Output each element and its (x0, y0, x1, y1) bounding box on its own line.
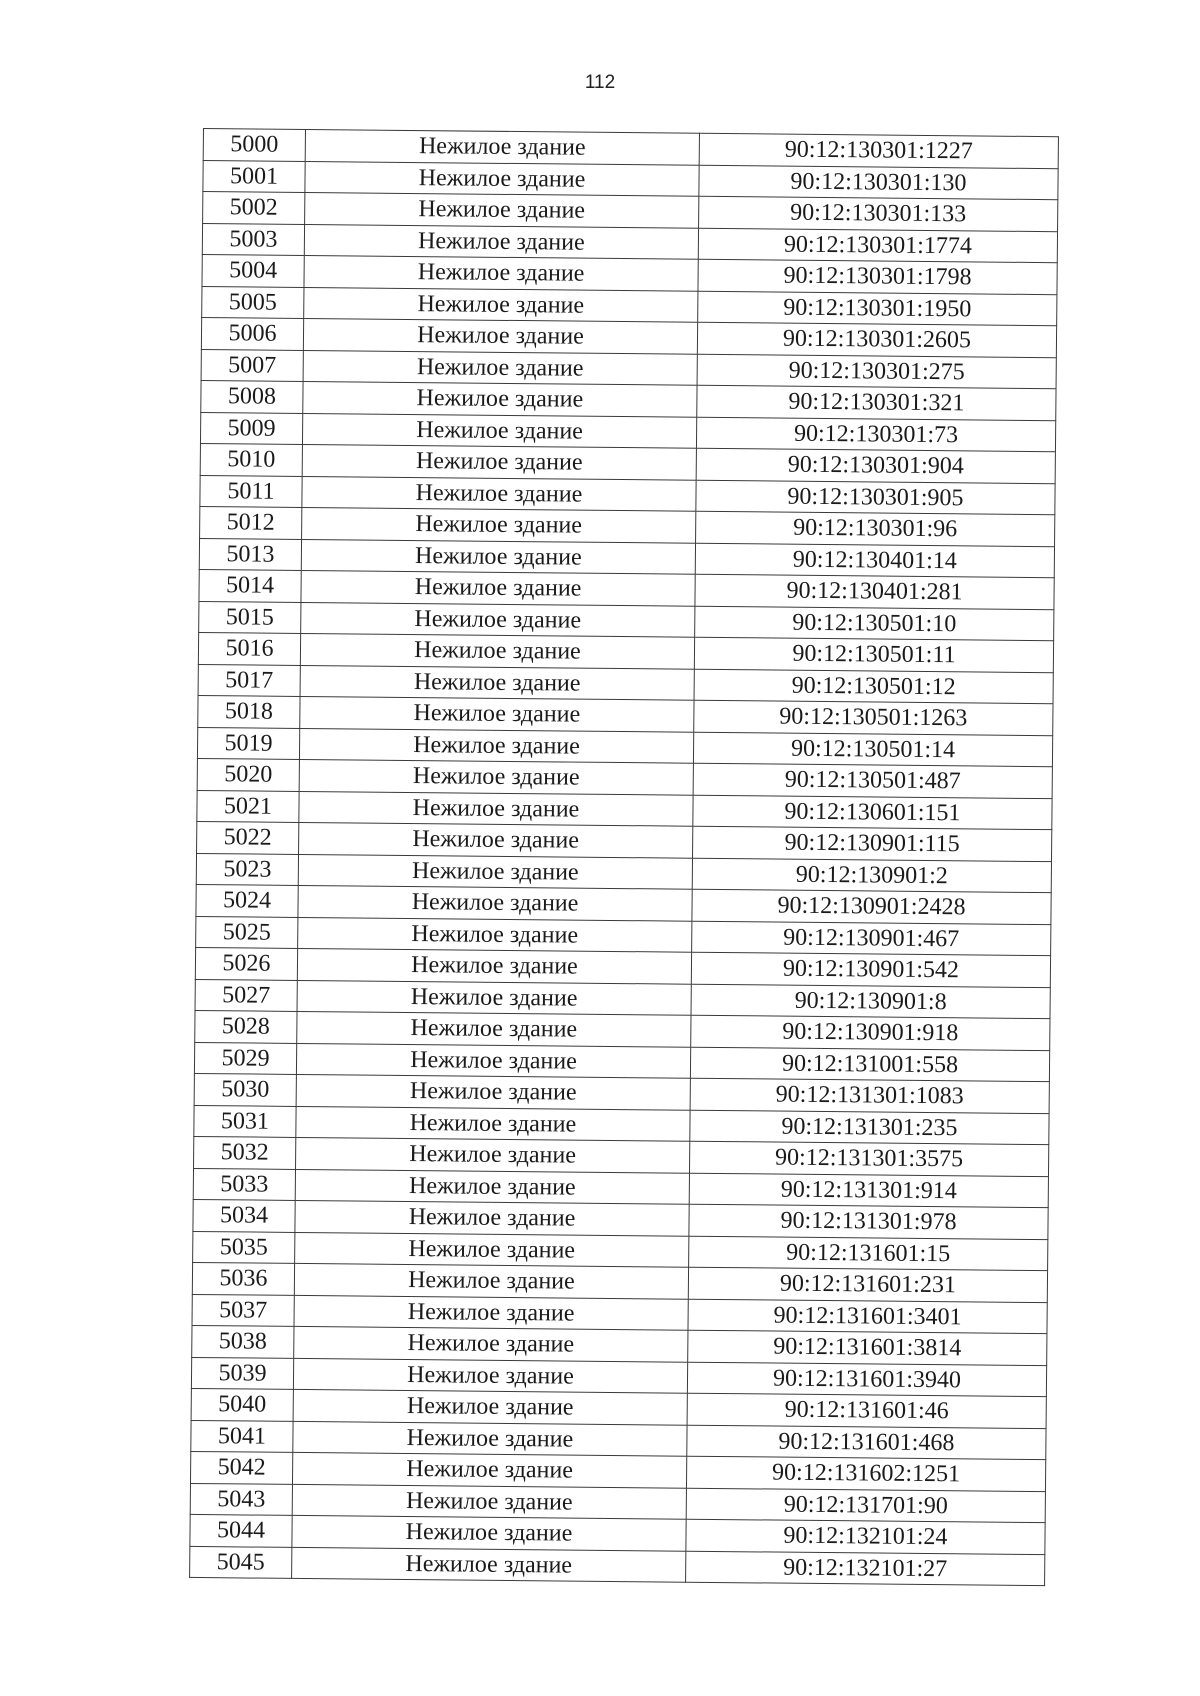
cadastral-number-cell: 90:12:130501:10 (695, 606, 1054, 641)
row-number-cell: 5042 (190, 1451, 292, 1483)
object-name-cell: Нежилое здание (300, 633, 694, 668)
cadastral-number-cell: 90:12:130301:1227 (699, 133, 1058, 168)
row-number-cell: 5025 (196, 916, 298, 948)
row-number-cell: 5032 (194, 1136, 296, 1168)
registry-table (189, 128, 1059, 1586)
row-number-cell: 5010 (200, 443, 302, 475)
object-name-cell: Нежилое здание (292, 1547, 686, 1582)
cadastral-number-cell: 90:12:130901:918 (691, 1015, 1050, 1050)
cadastral-number-cell: 90:12:131601:3814 (688, 1330, 1047, 1365)
cadastral-number-cell: 90:12:130901:2 (692, 858, 1051, 893)
object-name-cell: Нежилое здание (295, 1200, 689, 1235)
cadastral-number-cell: 90:12:131701:90 (686, 1488, 1045, 1523)
object-name-cell: Нежилое здание (305, 192, 699, 227)
object-name-cell: Нежилое здание (302, 476, 696, 511)
row-number-cell: 5011 (200, 475, 302, 507)
object-name-cell: Нежилое здание (294, 1295, 688, 1330)
row-number-cell: 5003 (202, 223, 304, 255)
object-name-cell: Нежилое здание (292, 1484, 686, 1519)
row-number-cell: 5040 (191, 1388, 293, 1420)
row-number-cell: 5021 (197, 790, 299, 822)
cadastral-number-cell: 90:12:130501:12 (694, 669, 1053, 704)
object-name-cell: Нежилое здание (302, 444, 696, 479)
object-name-cell: Нежилое здание (300, 665, 694, 700)
cadastral-number-cell: 90:12:130301:130 (699, 165, 1058, 200)
row-number-cell: 5044 (190, 1514, 292, 1546)
cadastral-number-cell: 90:12:130601:151 (693, 795, 1052, 830)
object-name-cell: Нежилое здание (296, 1074, 690, 1109)
object-name-cell: Нежилое здание (303, 318, 697, 353)
cadastral-number-cell: 90:12:130301:321 (697, 385, 1056, 420)
cadastral-number-cell: 90:12:130501:11 (694, 637, 1053, 672)
cadastral-number-cell: 90:12:131301:1083 (690, 1078, 1049, 1113)
object-name-cell: Нежилое здание (295, 1232, 689, 1267)
cadastral-number-cell: 90:12:130501:1263 (694, 700, 1053, 735)
cadastral-number-cell: 90:12:131301:3575 (689, 1141, 1048, 1176)
cadastral-number-cell: 90:12:130501:14 (693, 732, 1052, 767)
row-number-cell: 5024 (196, 884, 298, 916)
row-number-cell: 5027 (195, 979, 297, 1011)
row-number-cell: 5001 (203, 160, 305, 192)
row-number-cell: 5019 (197, 727, 299, 759)
object-name-cell: Нежилое здание (296, 1106, 690, 1141)
object-name-cell: Нежилое здание (296, 1043, 690, 1078)
object-name-cell: Нежилое здание (305, 161, 699, 196)
row-number-cell: 5034 (193, 1199, 295, 1231)
object-name-cell: Нежилое здание (301, 570, 695, 605)
registry-sheet (189, 128, 1058, 1586)
row-number-cell: 5035 (193, 1231, 295, 1263)
row-number-cell: 5012 (200, 506, 302, 538)
row-number-cell: 5004 (202, 254, 304, 286)
cadastral-number-cell: 90:12:131301:914 (689, 1173, 1048, 1208)
cadastral-number-cell: 90:12:130301:904 (696, 448, 1055, 483)
object-name-cell: Нежилое здание (304, 255, 698, 290)
row-number-cell: 5043 (190, 1483, 292, 1515)
object-name-cell: Нежилое здание (297, 980, 691, 1015)
object-name-cell: Нежилое здание (294, 1263, 688, 1298)
row-number-cell: 5031 (194, 1105, 296, 1137)
cadastral-number-cell: 90:12:131601:46 (687, 1393, 1046, 1428)
cadastral-number-cell: 90:12:130301:133 (699, 196, 1058, 231)
row-number-cell: 5014 (199, 569, 301, 601)
cadastral-number-cell: 90:12:130901:467 (692, 921, 1051, 956)
cadastral-number-cell: 90:12:130901:2428 (692, 889, 1051, 924)
row-number-cell: 5020 (197, 758, 299, 790)
row-number-cell: 5009 (200, 412, 302, 444)
cadastral-number-cell: 90:12:130301:905 (696, 480, 1055, 515)
row-number-cell: 5008 (201, 380, 303, 412)
object-name-cell: Нежилое здание (299, 822, 693, 857)
row-number-cell: 5026 (195, 947, 297, 979)
row-number-cell: 5000 (203, 129, 305, 161)
cadastral-number-cell: 90:12:130901:8 (691, 984, 1050, 1019)
cadastral-number-cell: 90:12:130301:275 (697, 354, 1056, 389)
object-name-cell: Нежилое здание (299, 759, 693, 794)
row-number-cell: 5038 (192, 1325, 294, 1357)
row-number-cell: 5002 (203, 192, 305, 224)
cadastral-number-cell: 90:12:130501:487 (693, 763, 1052, 798)
object-name-cell: Нежилое здание (298, 854, 692, 889)
object-name-cell: Нежилое здание (299, 791, 693, 826)
cadastral-number-cell: 90:12:131601:15 (689, 1236, 1048, 1271)
row-number-cell: 5007 (201, 349, 303, 381)
object-name-cell: Нежилое здание (303, 350, 697, 385)
page-number: 112 (584, 72, 616, 93)
row-number-cell: 5017 (198, 664, 300, 696)
cadastral-number-cell: 90:12:131301:235 (690, 1110, 1049, 1145)
row-number-cell: 5016 (198, 632, 300, 664)
row-number-cell: 5023 (196, 853, 298, 885)
object-name-cell: Нежилое здание (301, 602, 695, 637)
cadastral-number-cell: 90:12:130301:1798 (698, 259, 1057, 294)
object-name-cell: Нежилое здание (301, 539, 695, 574)
cadastral-number-cell: 90:12:130301:2605 (697, 322, 1056, 357)
cadastral-number-cell: 90:12:130301:1774 (698, 228, 1057, 263)
object-name-cell: Нежилое здание (292, 1515, 686, 1550)
row-number-cell: 5005 (202, 286, 304, 318)
row-number-cell: 5039 (191, 1357, 293, 1389)
object-name-cell: Нежилое здание (293, 1389, 687, 1424)
row-number-cell: 5041 (191, 1420, 293, 1452)
object-name-cell: Нежилое здание (297, 1011, 691, 1046)
cadastral-number-cell: 90:12:131601:468 (687, 1425, 1046, 1460)
object-name-cell: Нежилое здание (298, 917, 692, 952)
object-name-cell: Нежилое здание (300, 696, 694, 731)
row-number-cell: 5029 (194, 1042, 296, 1074)
object-name-cell: Нежилое здание (304, 224, 698, 259)
cadastral-number-cell: 90:12:130301:1950 (698, 291, 1057, 326)
row-number-cell: 5018 (198, 695, 300, 727)
row-number-cell: 5045 (190, 1546, 292, 1578)
object-name-cell: Нежилое здание (302, 507, 696, 542)
object-name-cell: Нежилое здание (296, 1137, 690, 1172)
object-name-cell: Нежилое здание (299, 728, 693, 763)
row-number-cell: 5036 (192, 1262, 294, 1294)
row-number-cell: 5013 (199, 538, 301, 570)
row-number-cell: 5022 (197, 821, 299, 853)
cadastral-number-cell: 90:12:130401:14 (695, 543, 1054, 578)
cadastral-number-cell: 90:12:131602:1251 (686, 1456, 1045, 1491)
cadastral-number-cell: 90:12:131001:558 (690, 1047, 1049, 1082)
row-number-cell: 5015 (199, 601, 301, 633)
row-number-cell: 5028 (195, 1010, 297, 1042)
row-number-cell: 5037 (192, 1294, 294, 1326)
row-number-cell: 5033 (193, 1168, 295, 1200)
object-name-cell: Нежилое здание (293, 1421, 687, 1456)
object-name-cell: Нежилое здание (293, 1358, 687, 1393)
cadastral-number-cell: 90:12:130901:115 (693, 826, 1052, 861)
object-name-cell: Нежилое здание (294, 1326, 688, 1361)
object-name-cell: Нежилое здание (303, 381, 697, 416)
object-name-cell: Нежилое здание (297, 948, 691, 983)
cadastral-number-cell: 90:12:131601:231 (688, 1267, 1047, 1302)
cadastral-number-cell: 90:12:130301:73 (696, 417, 1055, 452)
object-name-cell: Нежилое здание (298, 885, 692, 920)
object-name-cell: Нежилое здание (305, 129, 699, 164)
cadastral-number-cell: 90:12:132101:27 (686, 1551, 1045, 1586)
registry-table-body (190, 129, 1059, 1586)
object-name-cell: Нежилое здание (304, 287, 698, 322)
object-name-cell: Нежилое здание (302, 413, 696, 448)
cadastral-number-cell: 90:12:131601:3940 (687, 1362, 1046, 1397)
cadastral-number-cell: 90:12:130401:281 (695, 574, 1054, 609)
row-number-cell: 5030 (194, 1073, 296, 1105)
cadastral-number-cell: 90:12:132101:24 (686, 1519, 1045, 1554)
cadastral-number-cell: 90:12:130301:96 (696, 511, 1055, 546)
cadastral-number-cell: 90:12:131601:3401 (688, 1299, 1047, 1334)
object-name-cell: Нежилое здание (295, 1169, 689, 1204)
cadastral-number-cell: 90:12:130901:542 (691, 952, 1050, 987)
cadastral-number-cell: 90:12:131301:978 (689, 1204, 1048, 1239)
object-name-cell: Нежилое здание (292, 1452, 686, 1487)
row-number-cell: 5006 (201, 317, 303, 349)
